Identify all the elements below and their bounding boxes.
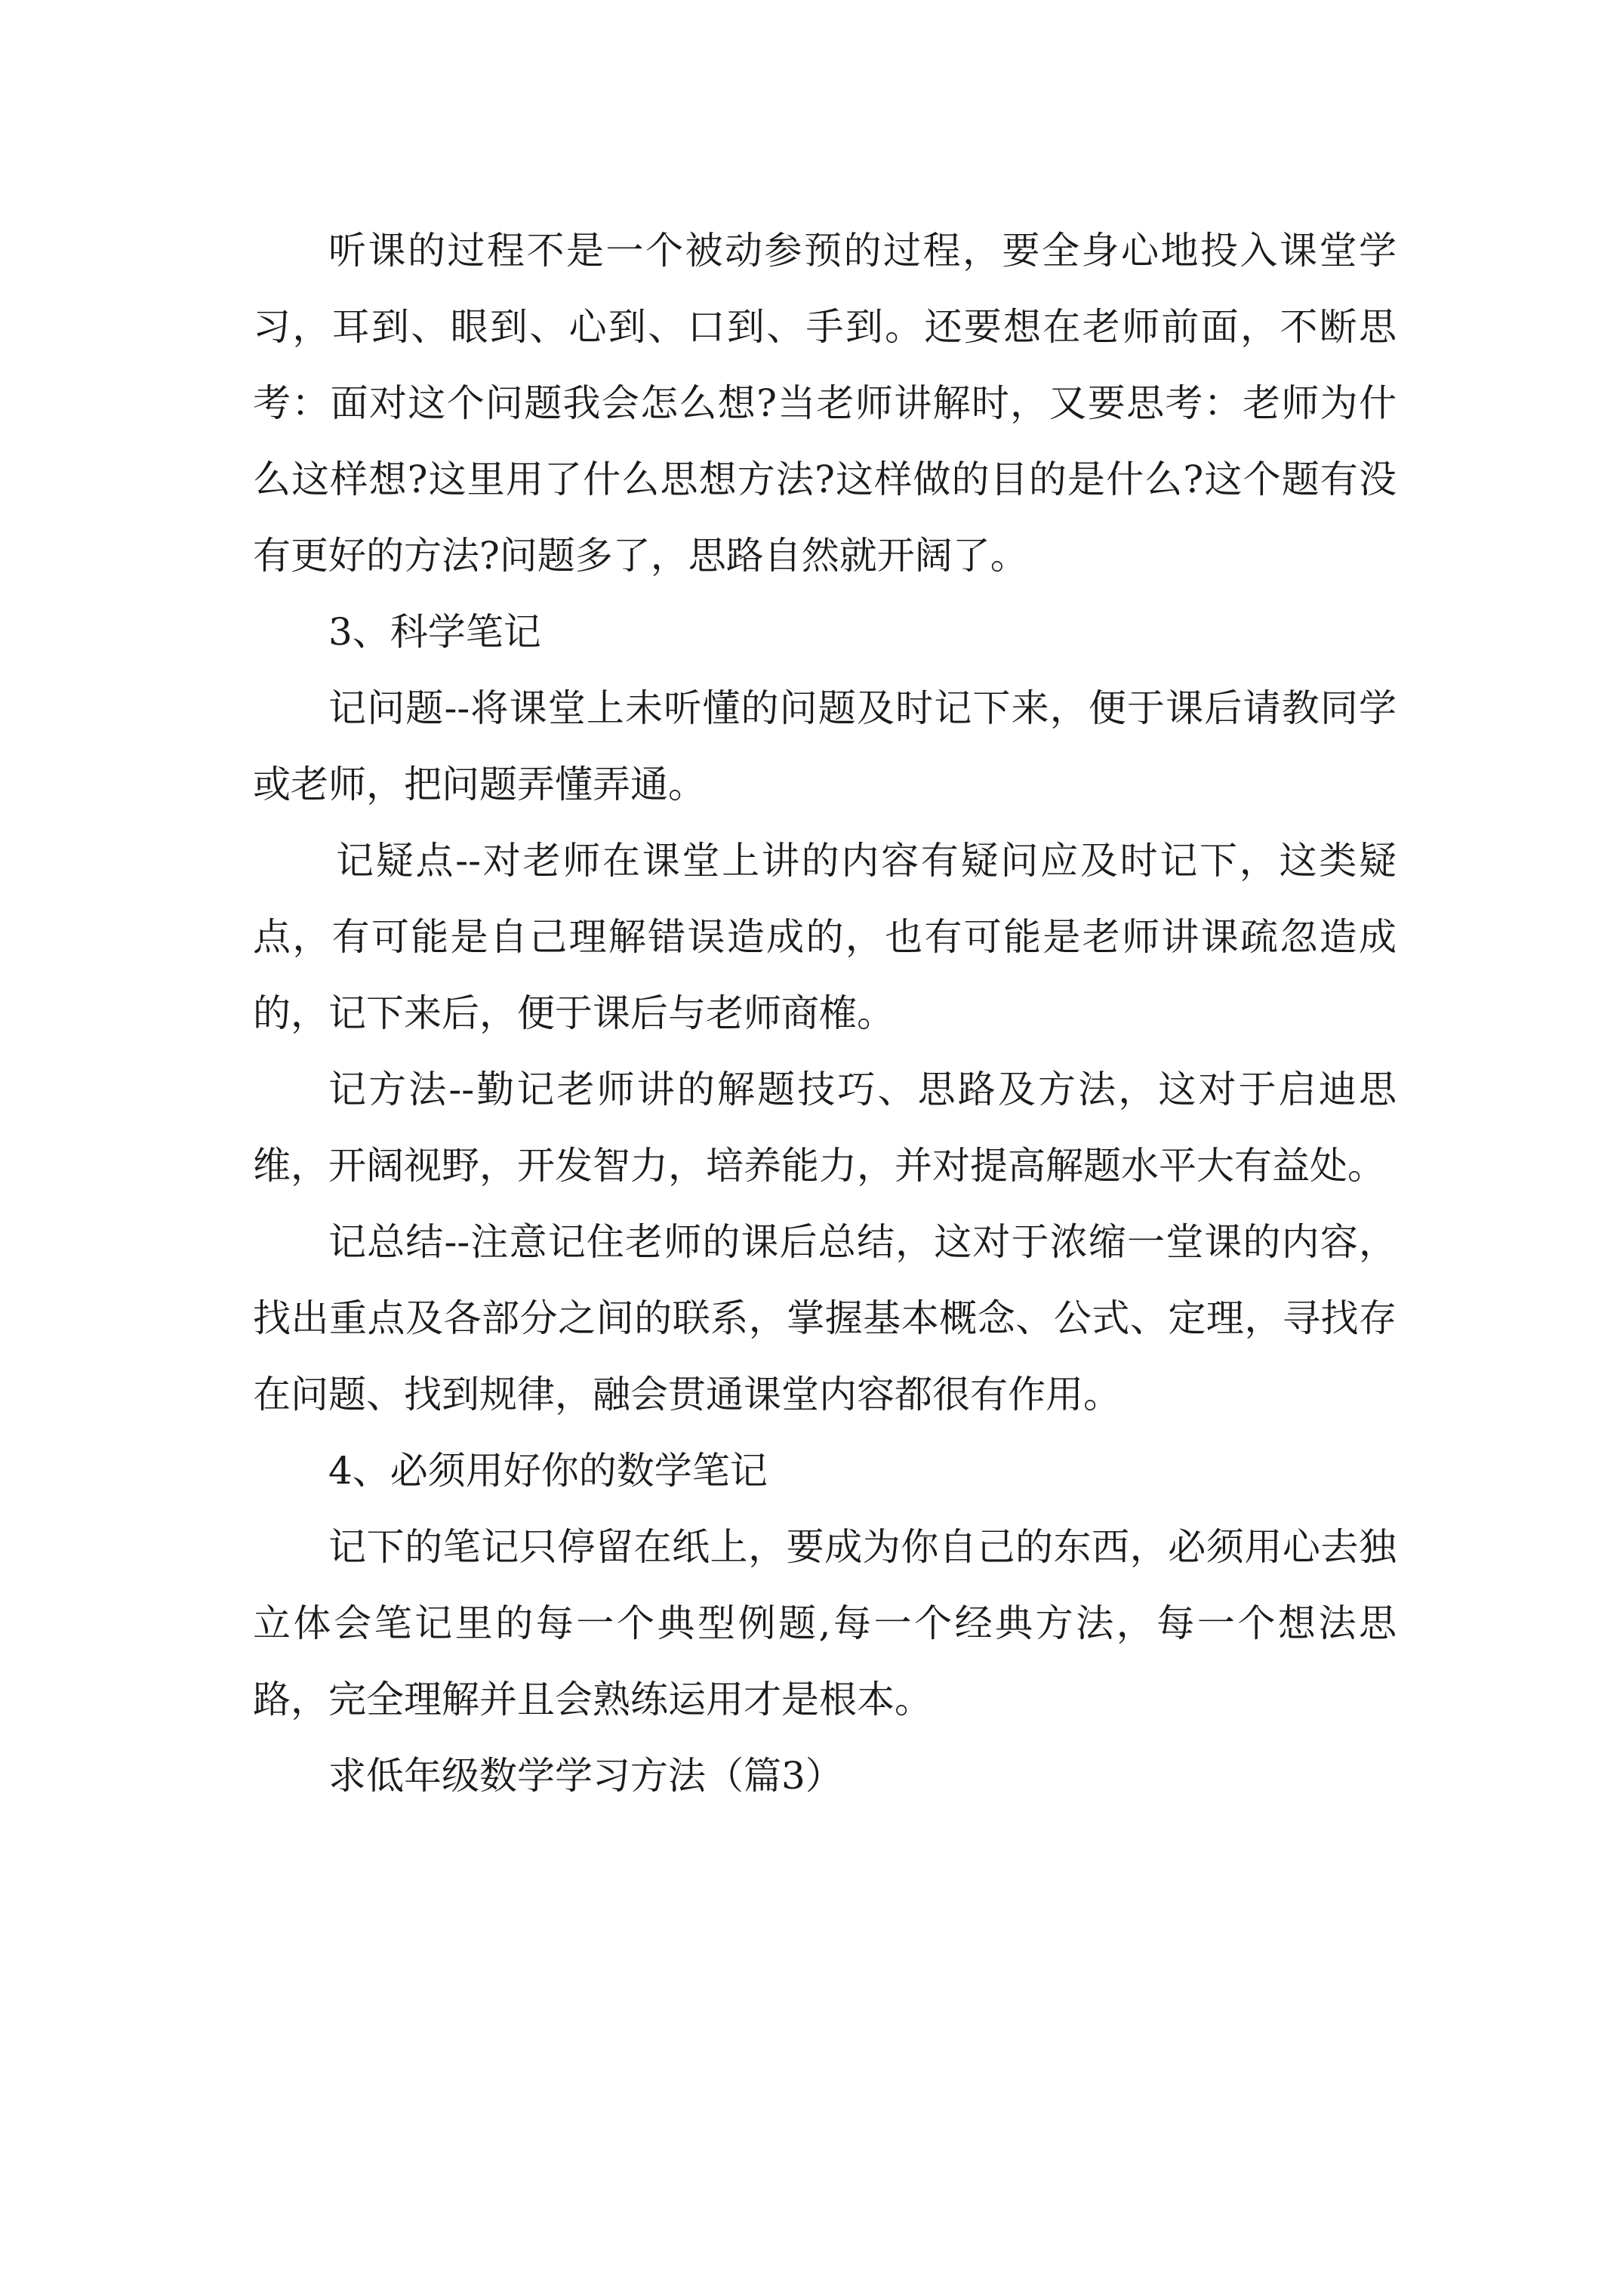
- paragraph-listening: 听课的过程不是一个被动参预的过程，要全身心地投入课堂学习，耳到、眼到、心到、口到、手到。还要想在老师前面，不断思考：面对这个问题我会怎么想?当老师讲解时，又要思考：老师为什么这样想?这里用了什么思想方法?这样做的目的是什么?这个题有没有更好的方法?问题多了，思路自然就开阔了。: [253, 229, 1397, 578]
- heading-section-3: 求低年级数学学习方法（篇3）: [328, 1754, 843, 1798]
- heading-science-notes: 3、科学笔记: [328, 610, 541, 654]
- paragraph-record-summary: 记总结--注意记住老师的课后总结，这对于浓缩一堂课的内容，找出重点及各部分之间的联系，掌握基本概念、公式、定理，寻找存在问题、找到规律，融会贯通课堂内容都很有作用。: [253, 1220, 1397, 1416]
- heading-use-math-notes: 4、必须用好你的数学笔记: [328, 1449, 768, 1493]
- document-page: [253, 213, 1397, 1814]
- paragraph-notes-usage: 记下的笔记只停留在纸上，要成为你自己的东西，必须用心去独立体会笔记里的每一个典型例题,每一个经典方法，每一个想法思路，完全理解并且会熟练运用才是根本。: [253, 1525, 1397, 1721]
- paragraph-record-methods: 记方法--勤记老师讲的解题技巧、思路及方法，这对于启迪思维，开阔视野，开发智力，培养能力，并对提高解题水平大有益处。: [253, 1068, 1397, 1188]
- paragraph-record-questions: 记问题--将课堂上未听懂的问题及时记下来，便于课后请教同学或老师，把问题弄懂弄通。: [253, 686, 1397, 806]
- paragraph-record-doubts: 记疑点--对老师在课堂上讲的内容有疑问应及时记下，这类疑点，有可能是自己理解错误造成的，也有可能是老师讲课疏忽造成的，记下来后，便于课后与老师商榷。: [253, 839, 1397, 1035]
